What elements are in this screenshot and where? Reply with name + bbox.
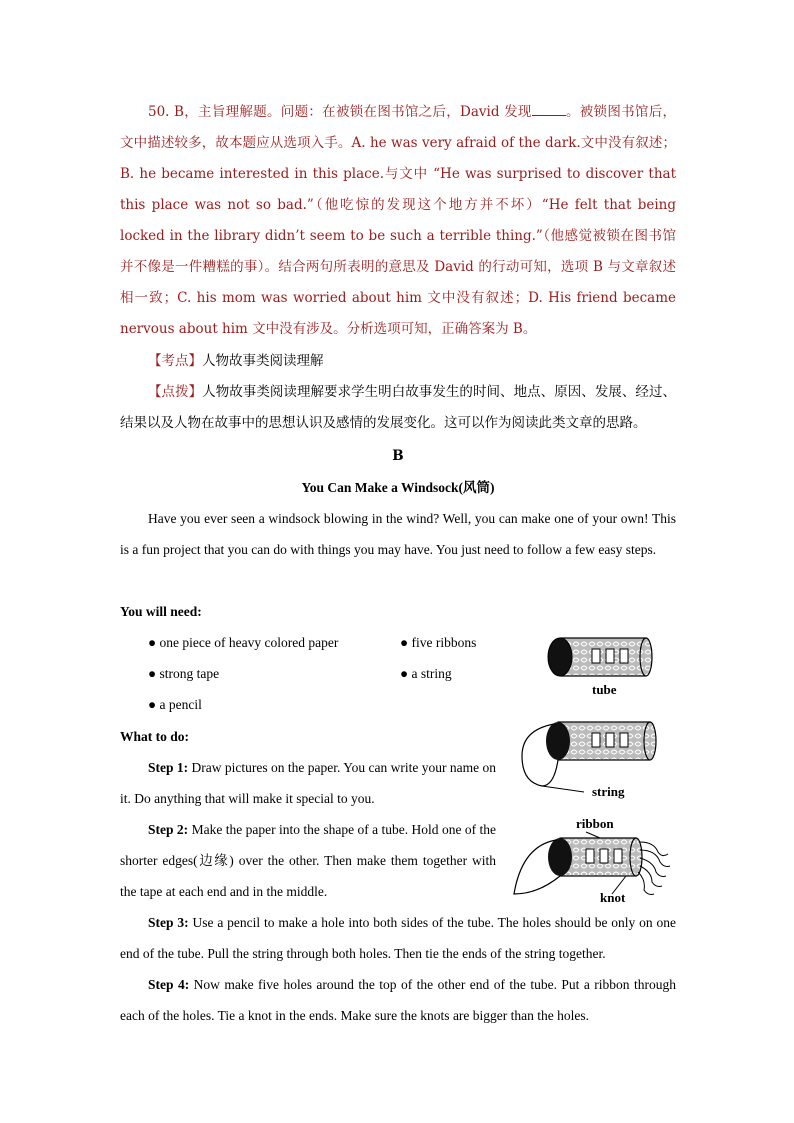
step-text: Draw pictures on the paper. You can write your name on it. Do anything that will make it special to you.	[120, 760, 496, 806]
tube-illustration	[540, 632, 660, 682]
answer-paragraph	[120, 97, 676, 345]
material-item: ● five ribbons	[400, 635, 477, 650]
todo-heading: What to do:	[120, 729, 190, 744]
dianbo	[120, 377, 676, 439]
step-2	[120, 814, 496, 907]
step-label: Step 4:	[148, 977, 190, 992]
answer-text-part2: 。被锁图书馆后，文中描述较多，故本题应从选项入手。A. he was very afraid of the dark.文中没有叙述；B. he became interested in this place.与文中 “He was surprised to discover that this place was not so bad.”（他吃惊的发现这个地方并不坏）“He felt that being locked in the library didn’t seem to be such a terrible thing.”（他感觉被锁在图书馆并不像是一件糟糕的事）。结合两句所表明的意思及 David 的行动可知，选项 B 与文章叙述相一致；C. his mom was worried about him 文中没有叙述；D. His friend became nervous about him 文中没有涉及。分析选项可知，正确答案为 B。	[120, 104, 677, 337]
step-label: Step 1:	[148, 760, 189, 775]
step-label: Step 2:	[148, 822, 189, 837]
knot-label: knot	[600, 890, 626, 905]
step-1	[120, 752, 496, 814]
string-label: string	[592, 784, 625, 799]
answer-blank	[532, 103, 566, 116]
tube-label: tube	[592, 682, 617, 697]
intro	[120, 503, 676, 565]
dianbo-text: 人物故事类阅读理解要求学生明白故事发生的时间、地点、原因、发展、经过、结果以及人物在故事中的思想认识及感情的发展变化。这可以作为阅读此类文章的思路。	[120, 384, 677, 431]
need-heading: You will need:	[120, 604, 202, 619]
step-4	[120, 969, 676, 1031]
dianbo-tag: 【点拨】	[148, 384, 203, 400]
figure-string	[514, 716, 664, 804]
kaodian-text: 人物故事类阅读理解	[202, 353, 324, 369]
material-item: ● a pencil	[148, 697, 202, 712]
step-text: Use a pencil to make a hole into both sides of the tube. The holes should be only on one end of the tube. Pull the string through both holes. Then tie the ends of the string together.	[120, 915, 677, 961]
kaodian	[120, 346, 676, 377]
figure-ribbon-knot	[508, 814, 676, 914]
answer-text-part1: 50. B，主旨理解题。问题：在被锁在图书馆之后，David 发现	[148, 104, 532, 120]
material-item: ● one piece of heavy colored paper	[148, 635, 339, 650]
figure-tube	[540, 632, 660, 702]
ribbon-label: ribbon	[576, 816, 614, 831]
kaodian-tag: 【考点】	[148, 353, 202, 369]
material-item: ● a string	[400, 666, 452, 681]
step-text: Now make five holes around the top of the other end of the tube. Put a ribbon through each of the holes. Tie a knot in the ends. Make sure the knots are bigger than the holes.	[120, 977, 676, 1023]
intro-text: Have you ever seen a windsock blowing in the wind? Well, you can make one of your own! This is a fun project that you can do with things you may have. You just need to follow a few easy steps.	[120, 511, 676, 557]
passage-title: You Can Make a Windsock(风筒)	[301, 480, 495, 495]
material-item: ● strong tape	[148, 666, 220, 681]
section-label: B	[392, 448, 404, 464]
answer-explanation	[120, 97, 676, 345]
step-label: Step 3:	[148, 915, 189, 930]
string-illustration	[514, 716, 664, 804]
step-3	[120, 907, 676, 969]
step-text: Make the paper into the shape of a tube. Hold one of the shorter edges(边缘) over the other. Then make them together with the tape at each end and in the middle.	[120, 822, 497, 899]
